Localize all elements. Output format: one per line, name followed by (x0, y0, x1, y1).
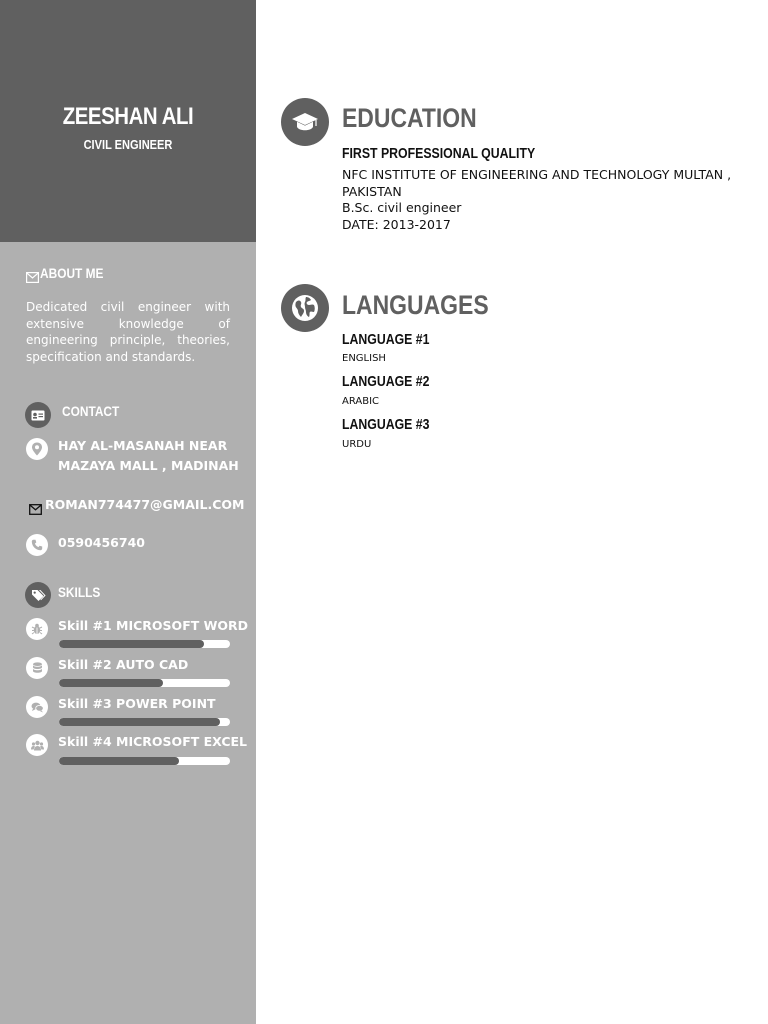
languages-heading: LANGUAGES (342, 290, 489, 320)
skill-1-fill (59, 640, 204, 648)
skill-1-label: Skill #1 MICROSOFT WORD (58, 618, 249, 633)
skill-3-fill (59, 718, 220, 726)
language-3-name: URDU (342, 439, 372, 450)
person-name: ZEESHAN ALI (62, 103, 194, 130)
education-heading: EDUCATION (342, 103, 477, 133)
language-2-title: LANGUAGE #2 (342, 373, 430, 390)
education-date: DATE: 2013-2017 (342, 217, 451, 232)
graduation-cap-icon (281, 98, 329, 146)
skills-heading: SKILLS (58, 584, 101, 600)
language-3-title: LANGUAGE #3 (342, 416, 430, 433)
address-line-1: HAY AL-MASANAH NEAR (58, 438, 228, 453)
skill-2-label: Skill #2 AUTO CAD (58, 657, 189, 672)
chat-icon (26, 696, 48, 718)
language-1-name: ENGLISH (342, 353, 386, 364)
skill-4-bar (59, 757, 230, 765)
location-pin-icon (26, 438, 48, 460)
about-text: Dedicated civil engineer with extensive knowledge of engineering principle, theories, specification and standards. (26, 300, 230, 364)
bug-icon (26, 618, 48, 640)
skill-3-label: Skill #3 POWER POINT (58, 696, 216, 711)
about-heading: ABOUT ME (40, 265, 104, 281)
mail-icon (29, 500, 42, 519)
skill-4-fill (59, 757, 179, 765)
group-icon (26, 734, 48, 756)
skill-4-label: Skill #4 MICROSOFT EXCEL (58, 734, 248, 749)
address-line-2: MAZAYA MALL , MADINAH (58, 458, 239, 473)
education-degree: B.Sc. civil engineer (342, 200, 462, 215)
skill-1-bar (59, 640, 230, 648)
phone-icon (26, 534, 48, 556)
contact-heading: CONTACT (62, 403, 120, 419)
skill-2-bar (59, 679, 230, 687)
envelope-icon (26, 268, 39, 287)
id-card-icon (25, 402, 51, 428)
education-qualification: FIRST PROFESSIONAL QUALITY (342, 145, 536, 162)
globe-icon (281, 284, 329, 332)
profile-header (0, 0, 256, 242)
database-icon (26, 657, 48, 679)
tags-icon (25, 582, 51, 608)
language-2-name: ARABIC (342, 396, 380, 407)
skill-2-fill (59, 679, 163, 687)
language-1-title: LANGUAGE #1 (342, 331, 430, 348)
skill-3-bar (59, 718, 230, 726)
phone-number[interactable]: 0590456740 (58, 535, 145, 550)
sidebar (0, 0, 256, 1024)
education-institute: NFC INSTITUTE OF ENGINEERING AND TECHNOLOGY MULTAN , PAKISTAN (342, 167, 732, 199)
email-link[interactable]: ROMAN774477@GMAIL.COM (45, 497, 245, 512)
job-title: CIVIL ENGINEER (83, 137, 173, 152)
